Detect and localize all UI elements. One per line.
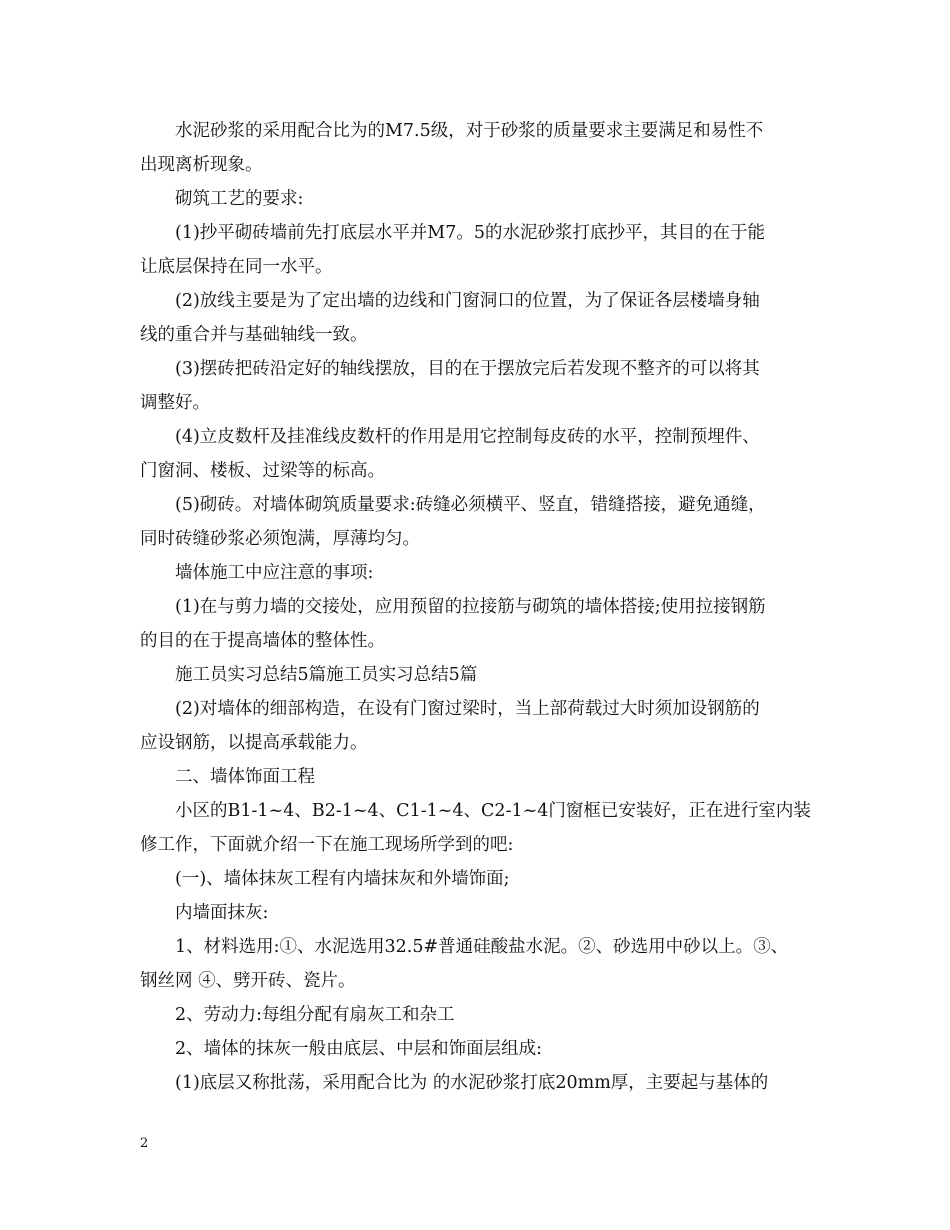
paragraph-line: 1、材料选用:①、水泥选用32.5#普通硅酸盐水泥。②、砂选用中砂以上。③、: [175, 937, 789, 957]
paragraph-line: 修工作，下面就介绍一下在施工现场所学到的吧:: [140, 835, 514, 855]
page-number: 2: [140, 1136, 149, 1151]
paragraph-line: (1)在与剪力墙的交接处，应用预留的拉接筋与砌筑的墙体搭接;使用拉接钢筋: [175, 597, 766, 617]
paragraph-line: 2、墙体的抹灰一般由底层、中层和饰面层组成:: [175, 1039, 543, 1059]
paragraph-line: (5)砌砖。对墙体砌筑质量要求:砖缝必须横平、竖直，错缝搭接，避免通缝，: [175, 495, 766, 515]
paragraph-line: (3)摆砖把砖沿定好的轴线摆放，目的在于摆放完后若发现不整齐的可以将其: [175, 359, 760, 379]
paragraph-line: (2)放线主要是为了定出墙的边线和门窗洞口的位置，为了保证各层楼墙身轴: [175, 291, 760, 311]
document-body: [140, 114, 820, 1100]
paragraph-line: 调整好。: [140, 393, 210, 413]
section-heading: 内墙面抹灰:: [175, 903, 269, 923]
paragraph-line: 同时砖缝砂浆必须饱满，厚薄均匀。: [140, 529, 420, 549]
paragraph-line: (2)对墙体的细部构造，在设有门窗过梁时，当上部荷载过大时须加设钢筋的: [175, 699, 760, 719]
paragraph-line: 2、劳动力:每组分配有扇灰工和杂工: [175, 1005, 455, 1025]
paragraph-line: 应设钢筋，以提高承载能力。: [140, 733, 368, 753]
paragraph-line: 让底层保持在同一水平。: [140, 257, 333, 277]
section-heading: 二、墙体饰面工程: [175, 767, 315, 787]
paragraph-line: 施工员实习总结5篇施工员实习总结5篇: [175, 665, 478, 685]
paragraph-line: 钢丝网 ④、劈开砖、瓷片。: [140, 971, 356, 991]
paragraph-line: (4)立皮数杆及挂准线皮数杆的作用是用它控制每皮砖的水平，控制预埋件、: [175, 427, 760, 447]
section-heading: 砌筑工艺的要求:: [175, 189, 304, 209]
paragraph-line: 门窗洞、楼板、过梁等的标高。: [140, 461, 385, 481]
paragraph-line: (1)底层又称批荡，采用配合比为 的水泥砂浆打底20mm厚，主要起与基体的: [175, 1073, 769, 1093]
paragraph-line: (1)抄平砌砖墙前先打底层水平并M7。5的水泥砂浆打底抄平，其目的在于能: [175, 223, 765, 243]
section-heading: 墙体施工中应注意的事项:: [175, 563, 374, 583]
paragraph-line: 的目的在于提高墙体的整体性。: [140, 631, 385, 651]
paragraph-line: 出现离析现象。: [140, 155, 263, 175]
paragraph-line: (一)、墙体抹灰工程有内墙抹灰和外墙饰面;: [175, 869, 510, 889]
paragraph-line: 小区的B1-1~4、B2-1~4、C1-1~4、C2-1~4门窗框已安装好，正在进行室内装: [175, 801, 811, 821]
paragraph-line: 线的重合并与基础轴线一致。: [140, 325, 368, 345]
paragraph-line: 水泥砂浆的采用配合比为的M7.5级，对于砂浆的质量要求主要满足和易性不: [175, 121, 764, 141]
